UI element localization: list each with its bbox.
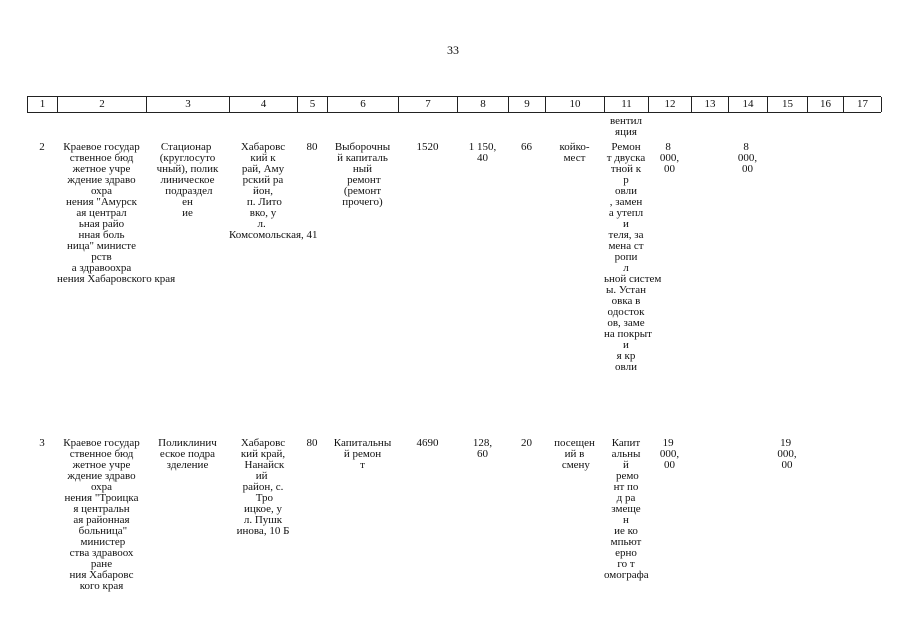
- row-2-institution: Краевое государ ственное бюд жетное учре ждение здраво охра нения "Амурск ая централ ьная райо нная боль ница" министе рств а здравоохра нения Хабаровского края: [57, 141, 176, 285]
- row-2-col14: 8 000, 00: [737, 141, 758, 175]
- row-3-area: 4690: [416, 437, 439, 449]
- page-number: 33: [447, 43, 459, 57]
- row-2-number: 2: [39, 141, 45, 153]
- row-2-count: 66: [521, 141, 532, 153]
- row-3-number: 3: [39, 437, 45, 449]
- column-header-1: 1: [28, 97, 58, 112]
- row-3-repair-type: Капитальны й ремон т: [333, 437, 392, 471]
- column-header-2: 2: [58, 97, 147, 112]
- row-3-year: 80: [306, 437, 318, 449]
- row-3-institution: Краевое государ ственное бюд жетное учре ждение здраво охра нения "Троицка я центральн ая районная больница" министер ства здравоох ране ния Хабаровс кого края: [63, 437, 140, 592]
- row-2-address: Хабаровс кий к рай, Аму рский ра йон, п. Лито вко, у л. Комсомольская, 41: [229, 141, 318, 241]
- column-header-9: 9: [509, 97, 546, 112]
- column-header-5: 5: [298, 97, 328, 112]
- row-2-capacity: 1 150, 40: [468, 141, 497, 164]
- row-2-unit-measure: койко- мест: [559, 141, 590, 164]
- column-header-6: 6: [328, 97, 399, 112]
- column-header-17: 17: [844, 97, 882, 112]
- column-header-10: 10: [546, 97, 605, 112]
- row-3-address: Хабаровс кий край, Нанайск ий район, с. Тро ицкое, у л. Пушк инова, 10 Б: [236, 437, 290, 537]
- column-header-14: 14: [729, 97, 768, 112]
- row-3-count: 20: [521, 437, 532, 449]
- row-2-unit: Стационар (круглосуто чный), полик линическое подраздел ен ие: [156, 141, 219, 219]
- row-2-repair-type: Выборочны й капиталь ный ремонт (ремонт прочего): [334, 141, 391, 208]
- table-header-row: [27, 96, 881, 113]
- row-2-col12: 8 000, 00: [659, 141, 680, 175]
- column-header-4: 4: [230, 97, 298, 112]
- column-header-7: 7: [399, 97, 458, 112]
- column-header-13: 13: [692, 97, 729, 112]
- column-header-11: 11: [605, 97, 649, 112]
- row-3-col12: 19 000, 00: [659, 437, 680, 471]
- row-3-col15: 19 000, 00: [777, 437, 797, 471]
- column-header-12: 12: [649, 97, 692, 112]
- carry-over-text: вентил яция: [609, 115, 643, 138]
- column-header-16: 16: [808, 97, 844, 112]
- row-3-works: Капит альны й ремо нт по д ра змеще н ие ко мпьют ерно го т омографа: [604, 437, 649, 581]
- row-3-unit: Поликлинич еское подра зделение: [158, 437, 217, 471]
- row-3-unit-measure: посещен ий в смену: [554, 437, 595, 471]
- row-3-capacity: 128, 60: [472, 437, 493, 460]
- row-2-works: Ремон т двуска тной к р овли , замен а утепл и теля, за мена ст ропи л ьной систем ы. Устан овка в одосток ов, заме на покрыт и я кр овли: [604, 141, 662, 373]
- column-header-15: 15: [768, 97, 808, 112]
- row-2-year: 80: [306, 141, 318, 153]
- column-header-3: 3: [147, 97, 230, 112]
- row-2-area: 1520: [416, 141, 439, 153]
- column-header-8: 8: [458, 97, 509, 112]
